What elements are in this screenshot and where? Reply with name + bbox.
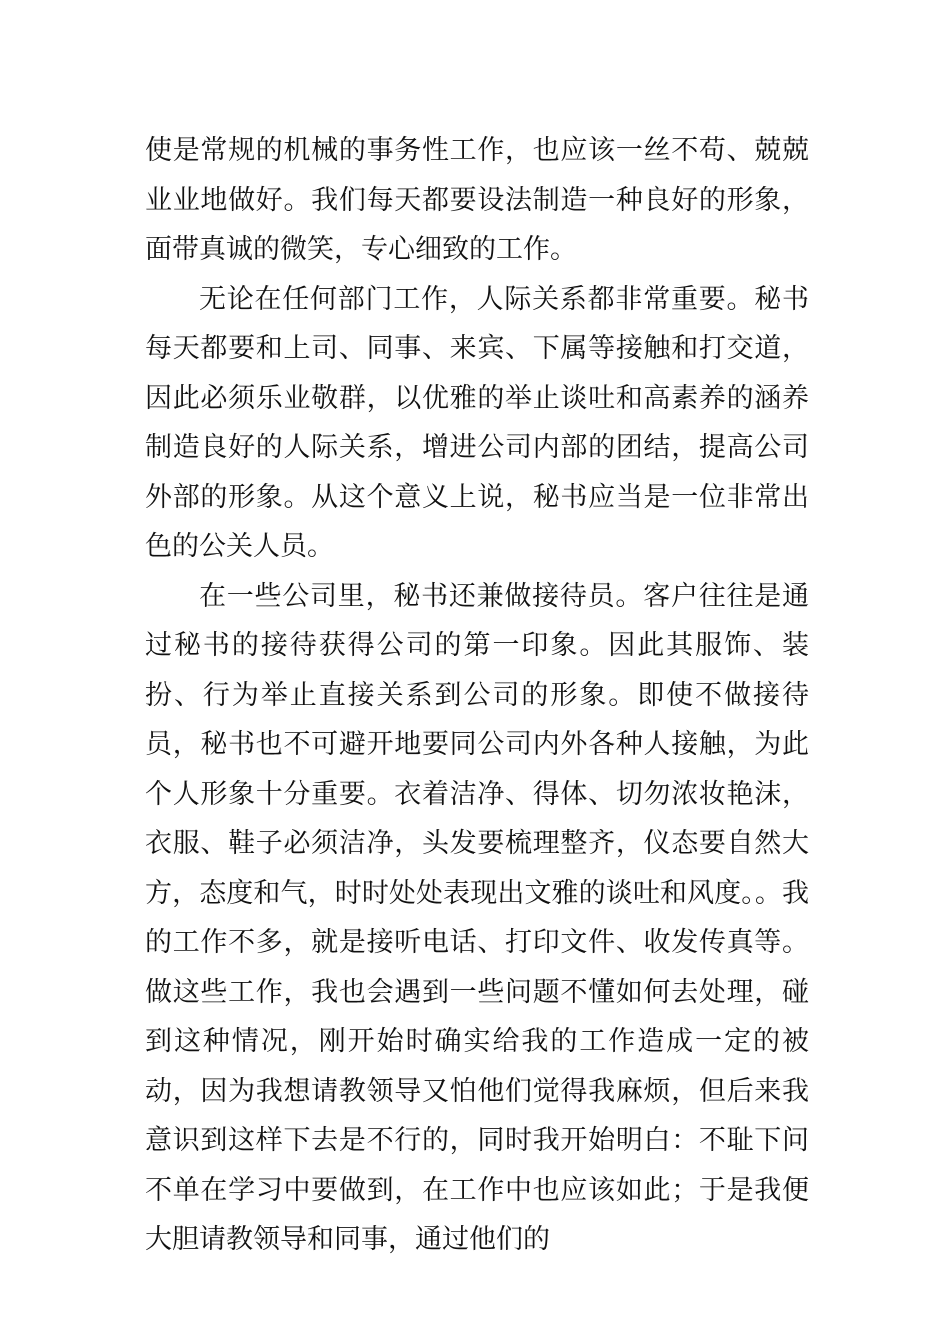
paragraph-interpersonal-relations: 无论在任何部门工作，人际关系都非常重要。秘书每天都要和上司、同事、来宾、下属等接触和打交道，因此必须乐业敬群，以优雅的举止谈吐和高素养的涵养制造良好的人际关系，增进公司内部的团结，提高公司外部的形象。从这个意义上说，秘书应当是一位非常出色的公关人员。 xyxy=(145,283,809,562)
paragraph-continuation: 使是常规的机械的事务性工作，也应该一丝不苟、兢兢业业地做好。我们每天都要设法制造一种良好的形象，面带真诚的微笑，专心细致的工作。 xyxy=(145,135,809,265)
document-body xyxy=(145,126,809,1265)
paragraph-reception-and-image: 在一些公司里，秘书还兼做接待员。客户往往是通过秘书的接待获得公司的第一印象。因此其服饰、装扮、行为举止直接关系到公司的形象。即使不做接待员，秘书也不可避开地要同公司内外各种人接触，为此个人形象十分重要。衣着洁净、得体、切勿浓妆艳沫，衣服、鞋子必须洁净，头发要梳理整齐，仪态要自然大方，态度和气，时时处处表现出文雅的谈吐和风度。。我的工作不多，就是接听电话、打印文件、收发传真等。做这些工作，我也会遇到一些问题不懂如何去处理，碰到这种情况，刚开始时确实给我的工作造成一定的被动，因为我想请教领导又怕他们觉得我麻烦，但后来我意识到这样下去是不行的，同时我开始明白：不耻下问不单在学习中要做到，在工作中也应该如此；于是我便大胆请教领导和同事，通过他们的 xyxy=(145,580,809,1255)
